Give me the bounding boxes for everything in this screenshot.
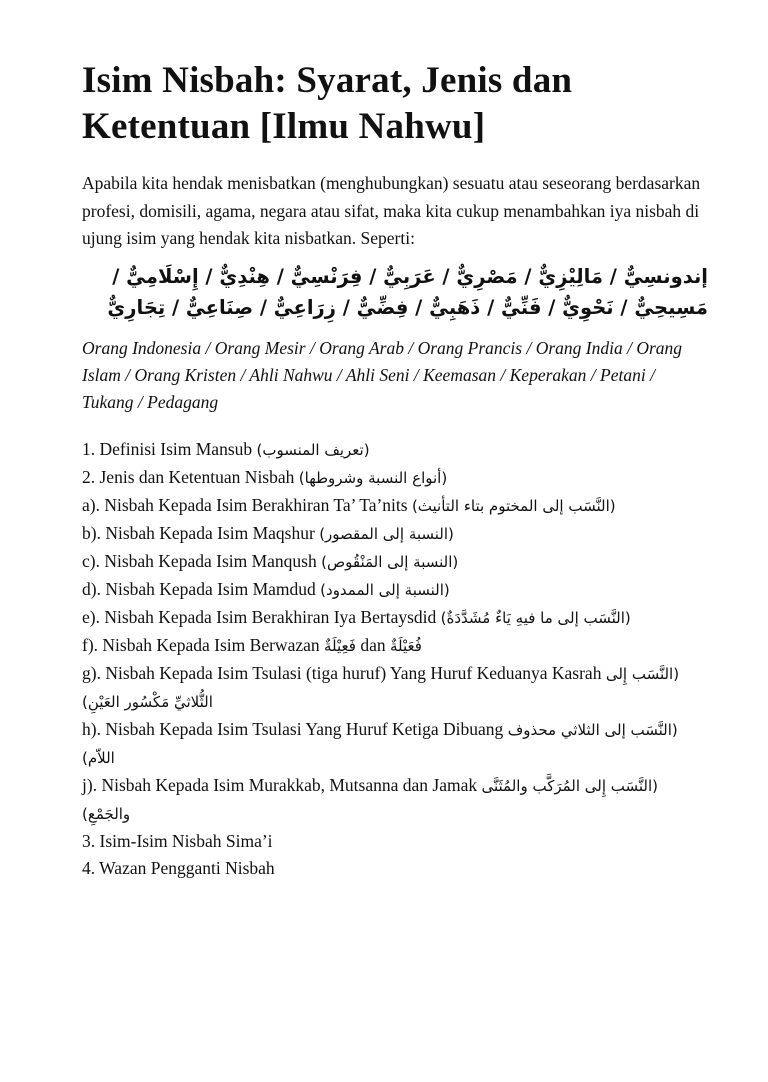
toc-item-label: d). Nisbah Kepada Isim Mamdud [82,578,316,599]
toc-item-label: e). Nisbah Kepada Isim Berakhiran Iya Bertaysdid [82,606,437,627]
toc-item-arabic: (النسبة إلى المقصور) [319,524,454,543]
toc-item-arabic: (النَّسَب إلى المختوم بتاء التأنيث) [411,496,616,515]
article [0,58,768,1082]
toc-item-arabic: (النَّسَب إِلى المُرَكَّب والمُثَنَّى والجَمْعِ) [82,776,659,823]
toc-item-tsulasi-dibuang[interactable] [82,716,708,772]
toc-item-arabic: (أنواع النسبة وشروطها) [298,468,448,487]
toc-item-simai[interactable] [82,828,708,855]
toc-item-iya-bertasydid[interactable] [82,604,708,632]
toc-item-connector: dan [360,634,386,655]
toc-item-arabic: (النسبة إلى الممدود) [320,580,450,599]
table-of-contents [82,436,708,882]
toc-item-arabic: (النَّسَب إلى ما فيهِ يَاءٌ مُشَدَّدَةٌ) [440,608,631,627]
toc-item-wazan-pengganti[interactable] [82,855,708,882]
toc-item-label: a). Nisbah Kepada Isim Berakhiran Ta’ Ta’nits [82,494,408,515]
toc-item-label: j). Nisbah Kepada Isim Murakkab, Mutsanna dan Jamak [82,774,478,795]
article-title: Isim Nisbah: Syarat, Jenis dan Ketentuan [Ilmu Nahwu] [82,60,573,147]
toc-item-arabic-second: فُعَيْلَةٌ [389,636,422,655]
toc-item-murakkab[interactable] [82,772,708,828]
toc-item-jenis-ketentuan[interactable] [82,464,708,492]
examples-translation: Orang Indonesia / Orang Mesir / Orang Arab / Orang Prancis / Orang India / Orang Islam / Orang Kristen / Ahli Nahwu / Ahli Seni / Keemasan / Keperakan / Petani / Tukang / Pedagang [82,337,683,412]
toc-item-maqshur[interactable] [82,520,708,548]
toc-item-label: 2. Jenis dan Ketentuan Nisbah [82,466,295,487]
toc-item-label: c). Nisbah Kepada Isim Manqush [82,550,317,571]
toc-item-definisi[interactable] [82,436,708,464]
toc-item-label: f). Nisbah Kepada Isim Berwazan [82,634,320,655]
intro-paragraph: Apabila kita hendak menisbatkan (menghubungkan) sesuatu atau seseorang berdasarkan profesi, domisili, agama, negara atau sifat, maka kita cukup menambahkan iya nisbah di ujung isim yang hendak kita nisbatkan. Seperti: [82,173,701,248]
toc-item-berwazan[interactable] [82,632,708,660]
toc-item-tsulasi-kasrah[interactable] [82,660,708,716]
toc-item-mamdud[interactable] [82,576,708,604]
toc-item-arabic: (النَّسَب إِلى الثُّلاثيِّ مَكْسُور العَيْنِ) [82,664,680,711]
toc-item-label: 4. Wazan Pengganti Nisbah [82,857,275,878]
toc-item-ta-tanits[interactable] [82,492,708,520]
toc-item-arabic: (تعريف المنسوب) [256,440,370,459]
toc-item-label: h). Nisbah Kepada Isim Tsulasi Yang Huruf Ketiga Dibuang [82,718,504,739]
toc-item-arabic: (النسبة إلى المَنْقُوص) [321,552,459,571]
toc-item-label: g). Nisbah Kepada Isim Tsulasi (tiga huruf) Yang Huruf Keduanya Kasrah [82,662,602,683]
arabic-examples: إندونسِيٌّ / مَالِيْزِيٌّ / مَصْرِيٌّ / عَرَبِيٌّ / فِرَنْسِيٌّ / هِنْدِيٌّ / إِسْلَامِيٌّ / مَسِيحِيٌّ / نَحْوِيٌّ / فَنِّيٌّ / ذَهَبِيٌّ / فِضِّيٌّ / زِرَاعِيٌّ / صِنَاعِيٌّ / تِجَارِيٌّ [107,264,708,319]
toc-item-label: b). Nisbah Kepada Isim Maqshur [82,522,315,543]
toc-item-label: 3. Isim-Isim Nisbah Sima’i [82,830,273,851]
toc-item-arabic: فَعِيْلَةٌ [324,636,356,655]
toc-item-manqush[interactable] [82,548,708,576]
toc-item-label: 1. Definisi Isim Mansub [82,438,253,459]
toc-item-arabic: (النَّسَب إلى الثلاثي محذوف اللاّم) [82,720,678,767]
